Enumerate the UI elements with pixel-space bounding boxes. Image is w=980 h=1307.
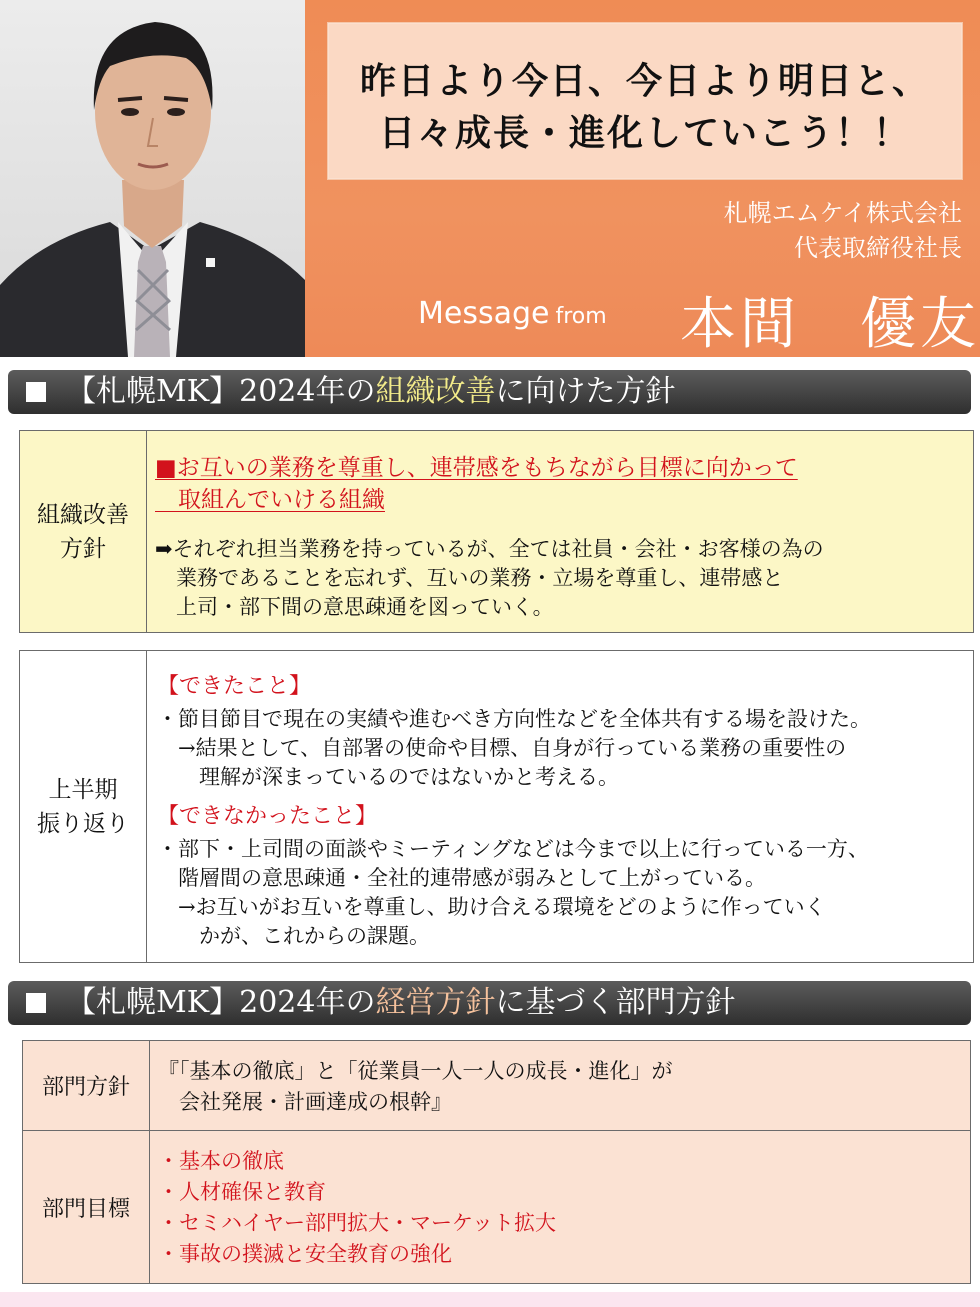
dept-goal-item: ・基本の徹底 bbox=[158, 1149, 284, 1173]
company-block bbox=[724, 196, 962, 266]
motto-box bbox=[327, 22, 963, 180]
policy-body-1: ➡それぞれ担当業務を持っているが、全ては社員・会社・お客様の為の bbox=[155, 537, 824, 561]
section-bar-organization bbox=[8, 370, 971, 414]
from-word: from bbox=[555, 304, 607, 329]
notdone-line-4: かが、これからの課題。 bbox=[157, 924, 430, 948]
dept-goals-content bbox=[150, 1131, 970, 1284]
policy-label-line-1: 組織改善 bbox=[37, 501, 129, 528]
section-title-highlight: 組織改善 bbox=[375, 374, 496, 409]
section-title-prefix: 【札幌MK】2024年の bbox=[66, 985, 376, 1020]
done-line-3: 理解が深まっているのではないかと考える。 bbox=[157, 765, 619, 789]
department-policy-table bbox=[22, 1040, 971, 1284]
ceo-name: 本間 優友 bbox=[680, 292, 980, 357]
policy-headline-1: ■お互いの業務を尊重し、連帯感をもちながら目標に向かって bbox=[155, 455, 798, 481]
motto-line-1: 昨日より今日、今日より明日と、 bbox=[359, 60, 930, 102]
review-content bbox=[147, 651, 973, 962]
policy-headline-2: 取組んでいける組織 bbox=[155, 487, 385, 513]
policy-content bbox=[147, 431, 973, 632]
company-name: 札幌エムケイ株式会社 bbox=[723, 199, 962, 227]
done-title: 【できたこと】 bbox=[157, 674, 312, 699]
notdone-line-1: ・部下・上司間の面談やミーティングなどは今まで以上に行っている一方、 bbox=[157, 837, 869, 861]
notdone-title: 【できなかったこと】 bbox=[157, 804, 378, 829]
dept-policy-row bbox=[23, 1041, 970, 1131]
notdone-line-3: →お互いがお互いを尊重し、助け合える環境をどのように作っていく bbox=[157, 895, 826, 919]
dept-policy-label: 部門方針 bbox=[23, 1041, 150, 1130]
motto-line-2: 日々成長・進化していこう！！ bbox=[378, 112, 911, 154]
dept-goal-item: ・事故の撲滅と安全教育の強化 bbox=[158, 1242, 452, 1266]
organization-policy-table bbox=[19, 430, 974, 633]
section-title-highlight: 経営方針 bbox=[375, 985, 496, 1020]
policy-body-2: 業務であることを忘れず、互いの業務・立場を尊重し、連帯感と bbox=[155, 566, 784, 590]
section-title-suffix: に向けた方針 bbox=[495, 374, 676, 409]
review-label bbox=[20, 651, 147, 962]
done-line-1: ・節目節目で現在の実績や進むべき方向性などを全体共有する場を設けた。 bbox=[157, 707, 871, 731]
square-bullet-icon bbox=[26, 382, 46, 402]
header bbox=[0, 0, 980, 357]
bottom-pink-strip bbox=[0, 1292, 980, 1307]
dept-policy-line-1: 『「基本の徹底」と「従業員一人一人の成長・進化」が bbox=[158, 1059, 673, 1083]
dept-goal-item: ・セミハイヤー部門拡大・マーケット拡大 bbox=[158, 1211, 556, 1235]
dept-policy-content bbox=[150, 1041, 970, 1130]
first-half-review-table bbox=[19, 650, 974, 963]
policy-body-3: 上司・部下間の意思疎通を図っていく。 bbox=[155, 595, 554, 619]
policy-label bbox=[20, 431, 147, 632]
done-line-2: →結果として、自部署の使命や目標、自身が行っている業務の重要性の bbox=[157, 736, 847, 760]
section-bar-management bbox=[8, 981, 971, 1025]
ceo-portrait-illustration bbox=[0, 0, 305, 357]
ceo-position: 代表取締役社長 bbox=[794, 234, 962, 262]
ceo-portrait bbox=[0, 0, 305, 357]
message-word: Message bbox=[418, 296, 550, 331]
section-title-suffix: に基づく部門方針 bbox=[495, 985, 736, 1020]
message-from-label bbox=[418, 296, 607, 331]
square-bullet-icon bbox=[26, 993, 46, 1013]
policy-label-line-2: 方針 bbox=[60, 535, 106, 562]
dept-goals-row bbox=[23, 1131, 970, 1284]
dept-goal-item: ・人材確保と教育 bbox=[158, 1180, 326, 1204]
review-label-line-1: 上半期 bbox=[48, 776, 118, 803]
dept-policy-line-2: 会社発展・計画達成の根幹』 bbox=[158, 1090, 452, 1114]
section-title-prefix: 【札幌MK】2024年の bbox=[66, 374, 376, 409]
dept-goals-label: 部門目標 bbox=[23, 1131, 150, 1284]
review-label-line-2: 振り返り bbox=[37, 810, 129, 837]
notdone-line-2: 階層間の意思疎通・全社的連帯感が弱みとして上がっている。 bbox=[157, 866, 766, 890]
